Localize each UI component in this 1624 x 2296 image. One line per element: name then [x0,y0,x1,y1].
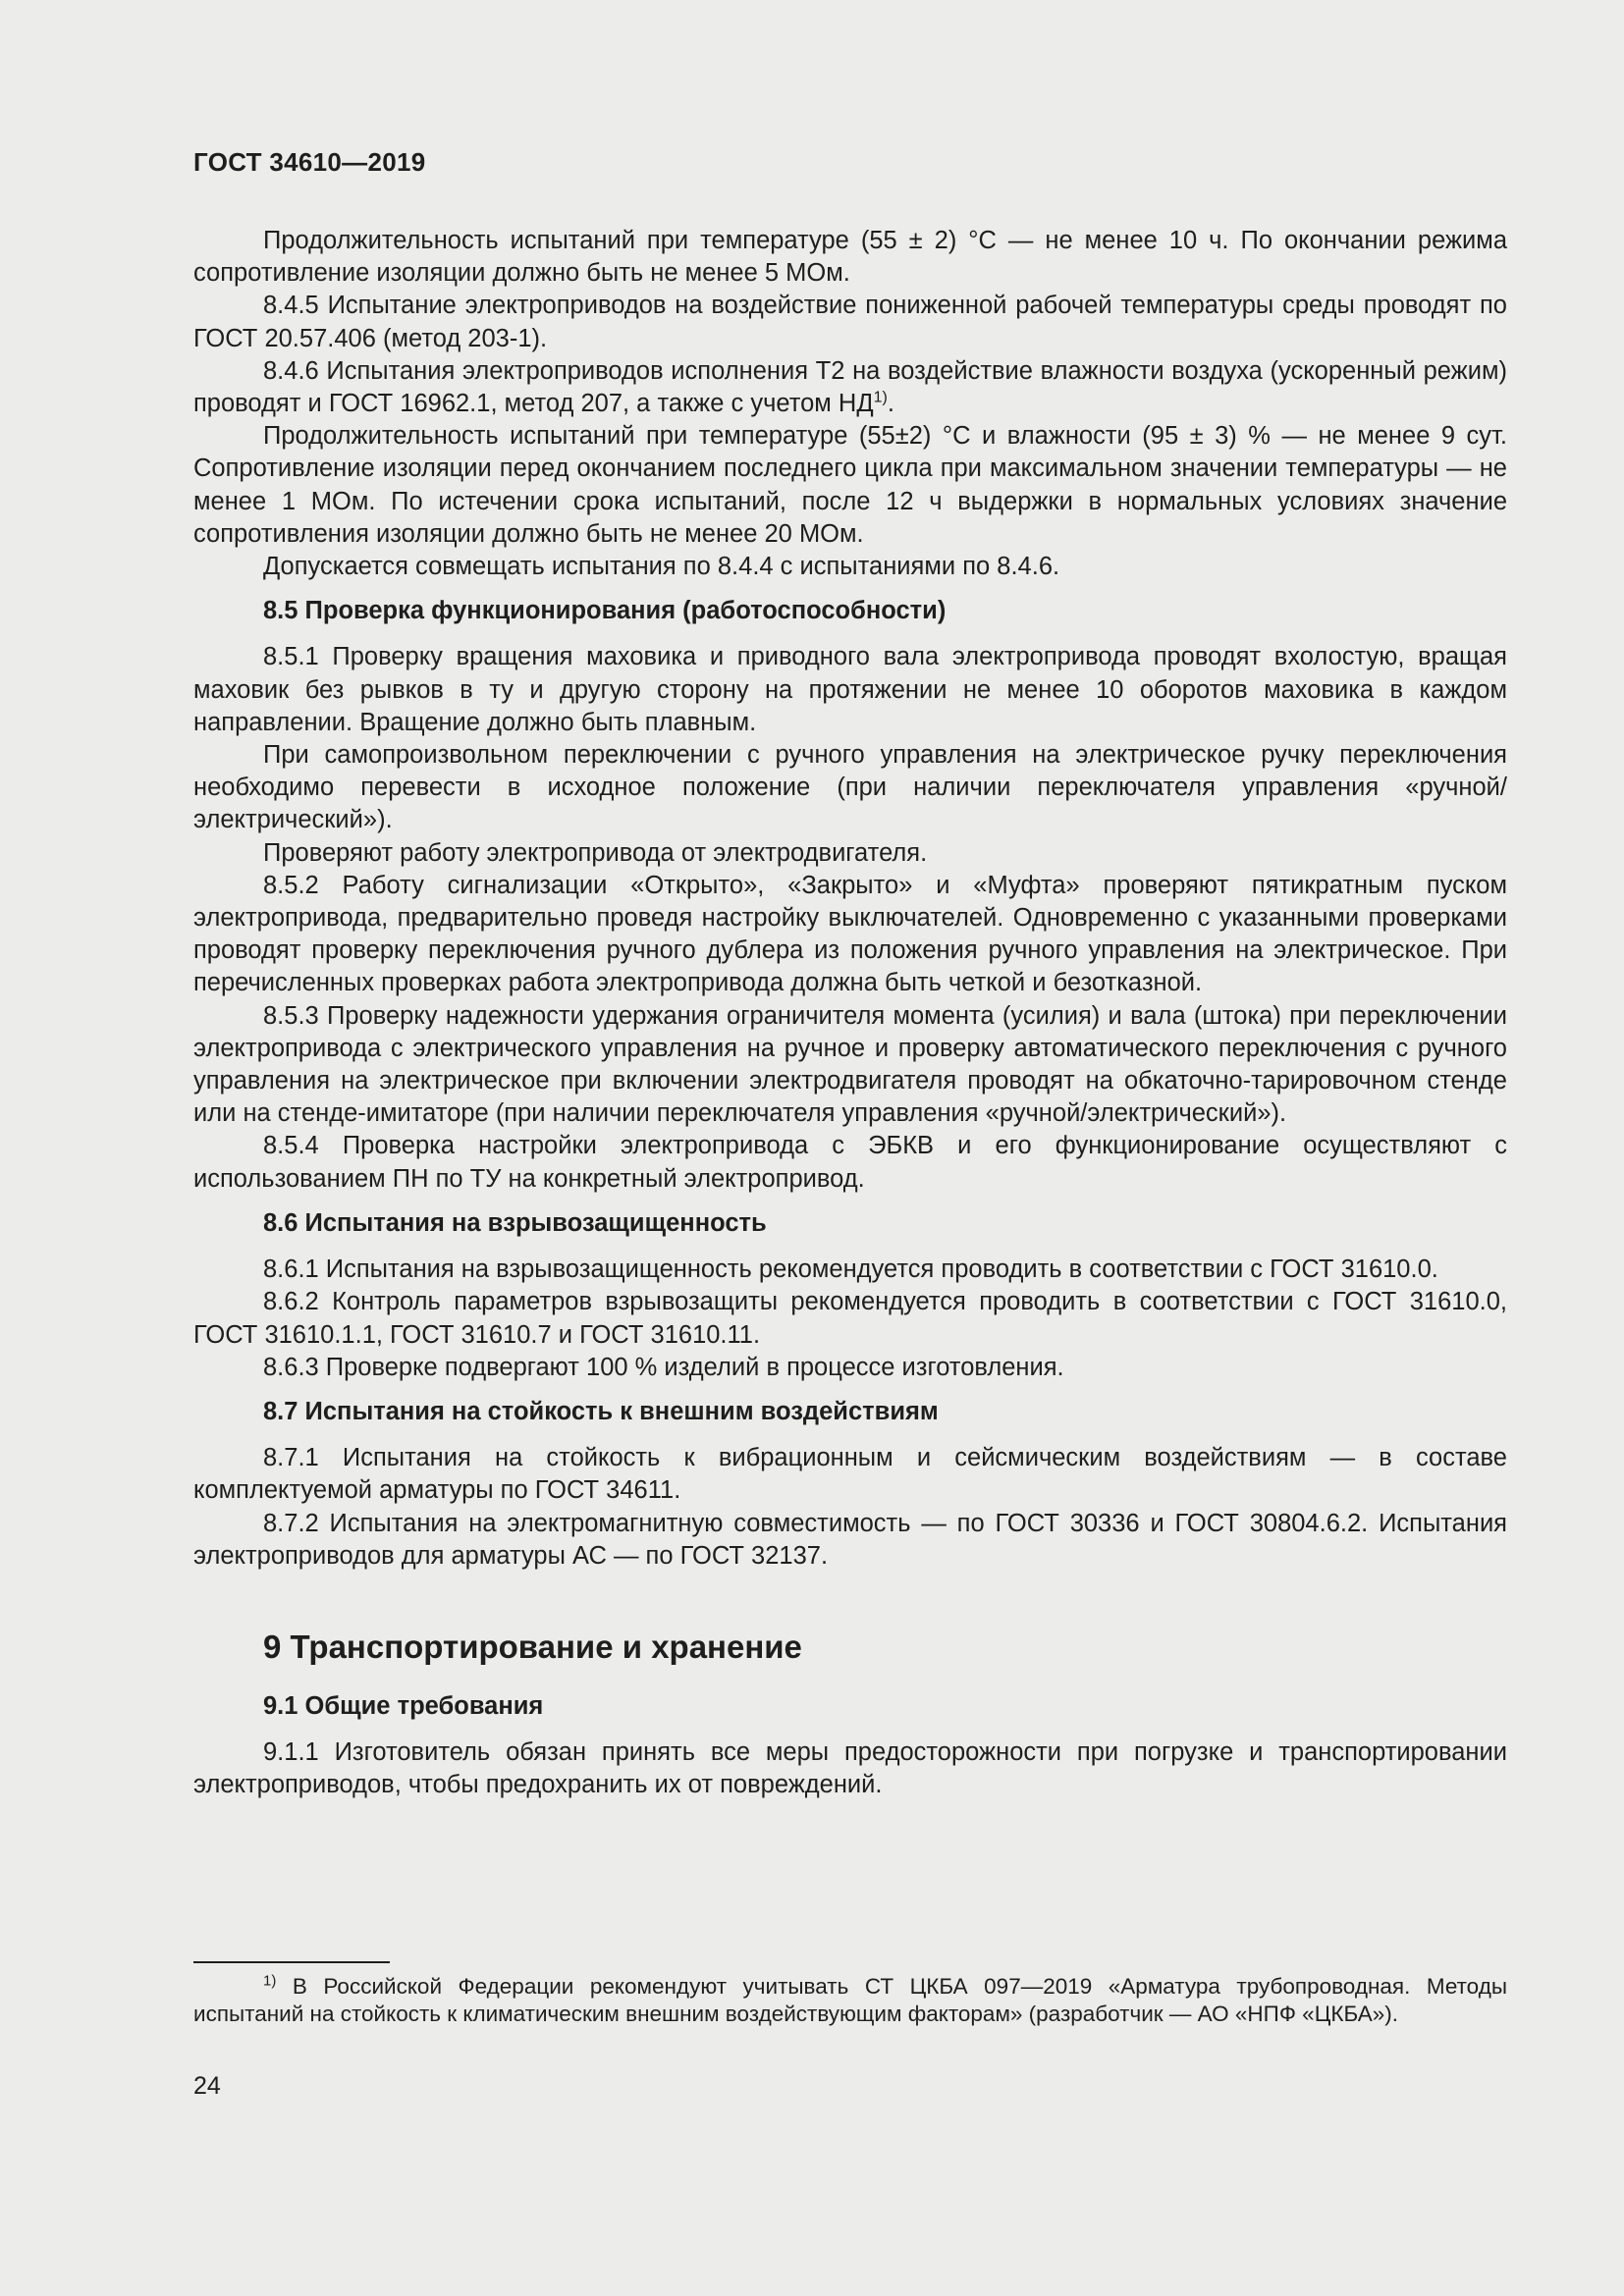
subsection-heading [193,595,1507,627]
paragraph-text: Допускается совмещать испытания по 8.4.4 с испытаниями по 8.4.6. [263,553,1060,581]
paragraph-text: 8.5.2 Работу сигнализации «Открыто», «Закрыто» и «Муфта» проверяют пятикратным пуском электропривода, предварительно проведя настройку выключателей. Одновременно с указанными проверками проводят проверку переключения ручного дублера из положения ручного управления на электрическое. При перечисленных проверках работа электропривода должна быть четкой и безотказной. [193,871,1507,997]
paragraph-text: 8.7.1 Испытания на стойкость к вибрационным и сейсмическим воздействиям — в составе комплектуемой арматуры по ГОСТ 34611. [193,1444,1507,1505]
footnote-mark: 1) [263,1972,277,1990]
paragraph [193,1352,1507,1384]
paragraph-text: 8.6.1 Испытания на взрывозащищенность рекомендуется проводить в соответствии с ГОСТ 31610.0. [263,1255,1438,1284]
paragraph-text: 9 Транспортирование и хранение [263,1628,802,1665]
paragraph [193,1130,1507,1195]
paragraph [193,225,1507,290]
paragraph-text: 8.6.2 Контроль параметров взрывозащиты рекомендуется проводить в соответствии с ГОСТ 31610.0, ГОСТ 31610.1.1, ГОСТ 31610.7 и ГОСТ 31610.11. [193,1288,1507,1349]
footnote-divider [193,1961,390,1963]
paragraph-text: При самопроизвольном переключении с ручного управления на электрическое ручку переключения необходимо перевести в исходное положение (при наличии переключателя управления «ручной/электрический»). [193,741,1507,834]
paragraph-text: 8.6 Испытания на взрывозащищенность [263,1208,767,1237]
paragraph [193,1000,1507,1131]
footnote-reference[interactable]: 1) [873,389,888,406]
paragraph [193,641,1507,739]
footnote [193,1973,1507,2027]
document-body [193,225,1507,1802]
paragraph-text: 8.7.2 Испытания на электромагнитную совместимость — по ГОСТ 30336 и ГОСТ 30804.6.2. Испытания электроприводов для арматуры АС — по ГОСТ 32137. [193,1509,1507,1570]
paragraph-text: 8.6.3 Проверке подвергают 100 % изделий в процессе изготовления. [263,1353,1064,1381]
paragraph [193,1442,1507,1507]
paragraph-text: 8.5 Проверка функционирования (работоспособности) [263,597,947,625]
paragraph-text: Продолжительность испытаний при температуре (55±2) °С и влажности (95 ± 3) % — не менее 9 сут. Сопротивление изоляции перед окончанием последнего цикла при максимальном значении температуры — не менее 1 МОм. По истечении срока испытаний, после 12 ч выдержки в нормальных условиях значение сопротивления изоляции должно быть не менее 20 МОм. [193,422,1507,548]
footnote-text: В Российской Федерации рекомендуют учитывать СТ ЦКБА 097—2019 «Арматура трубопроводная. Методы испытаний на стойкость к климатическим внешним воздействующим факторам» (разработчик — АО «НПФ «ЦКБА»). [193,1974,1507,2026]
subsection-heading [193,1396,1507,1428]
paragraph-text: 8.4.6 Испытания электроприводов исполнения Т2 на воздействие влажности воздуха (ускоренный режим) проводят и ГОСТ 16962.1, метод 207, а также с учетом НД [193,356,1507,418]
document-header: ГОСТ 34610—2019 [193,147,426,177]
paragraph [193,551,1507,583]
subsection-heading [193,1690,1507,1723]
paragraph-text: 8.4.5 Испытание электроприводов на воздействие пониженной рабочей температуры среды проводят по ГОСТ 20.57.406 (метод 203-1). [193,292,1507,352]
paragraph-text: 8.5.3 Проверку надежности удержания ограничителя момента (усилия) и вала (штока) при переключении электропривода с электрического управления на ручное и проверку автоматического переключения с ручного управления на электрическое при включении электродвигателя проводят на обкаточно-тарировочном стенде или на стенде-имитаторе (при наличии переключателя управления «ручной/электрический»). [193,1001,1507,1128]
subsection-heading [193,1207,1507,1240]
paragraph [193,837,1507,870]
paragraph-tail: . [887,390,894,418]
paragraph [193,1254,1507,1286]
paragraph [193,1736,1507,1801]
section-title [193,1628,1507,1667]
paragraph-text: Продолжительность испытаний при температуре (55 ± 2) °С — не менее 10 ч. По окончании режима сопротивление изоляции должно быть не менее 5 МОм. [193,227,1507,288]
paragraph-text: 9.1 Общие требования [263,1691,544,1720]
paragraph [193,355,1507,420]
paragraph [193,290,1507,354]
paragraph-text: 8.7 Испытания на стойкость к внешним воздействиям [263,1397,939,1425]
paragraph-text: 8.5.1 Проверку вращения маховика и приводного вала электропривода проводят вхолостую, вращая маховик без рывков в ту и другую сторону на протяжении не менее 10 оборотов маховика в каждом направлении. Вращение должно быть плавным. [193,643,1507,736]
paragraph [193,870,1507,1000]
paragraph [193,739,1507,837]
paragraph-text: 9.1.1 Изготовитель обязан принять все меры предосторожности при погрузке и транспортировании электроприводов, чтобы предохранить их от повреждений. [193,1738,1507,1799]
page-number: 24 [193,2072,221,2100]
paragraph [193,1286,1507,1351]
paragraph [193,1508,1507,1573]
paragraph-text: 8.5.4 Проверка настройки электропривода с ЭБКВ и его функционирование осуществляют с использованием ПН по ТУ на конкретный электропривод. [193,1132,1507,1193]
paragraph [193,420,1507,551]
paragraph-text: Проверяют работу электропривода от электродвигателя. [263,838,928,867]
